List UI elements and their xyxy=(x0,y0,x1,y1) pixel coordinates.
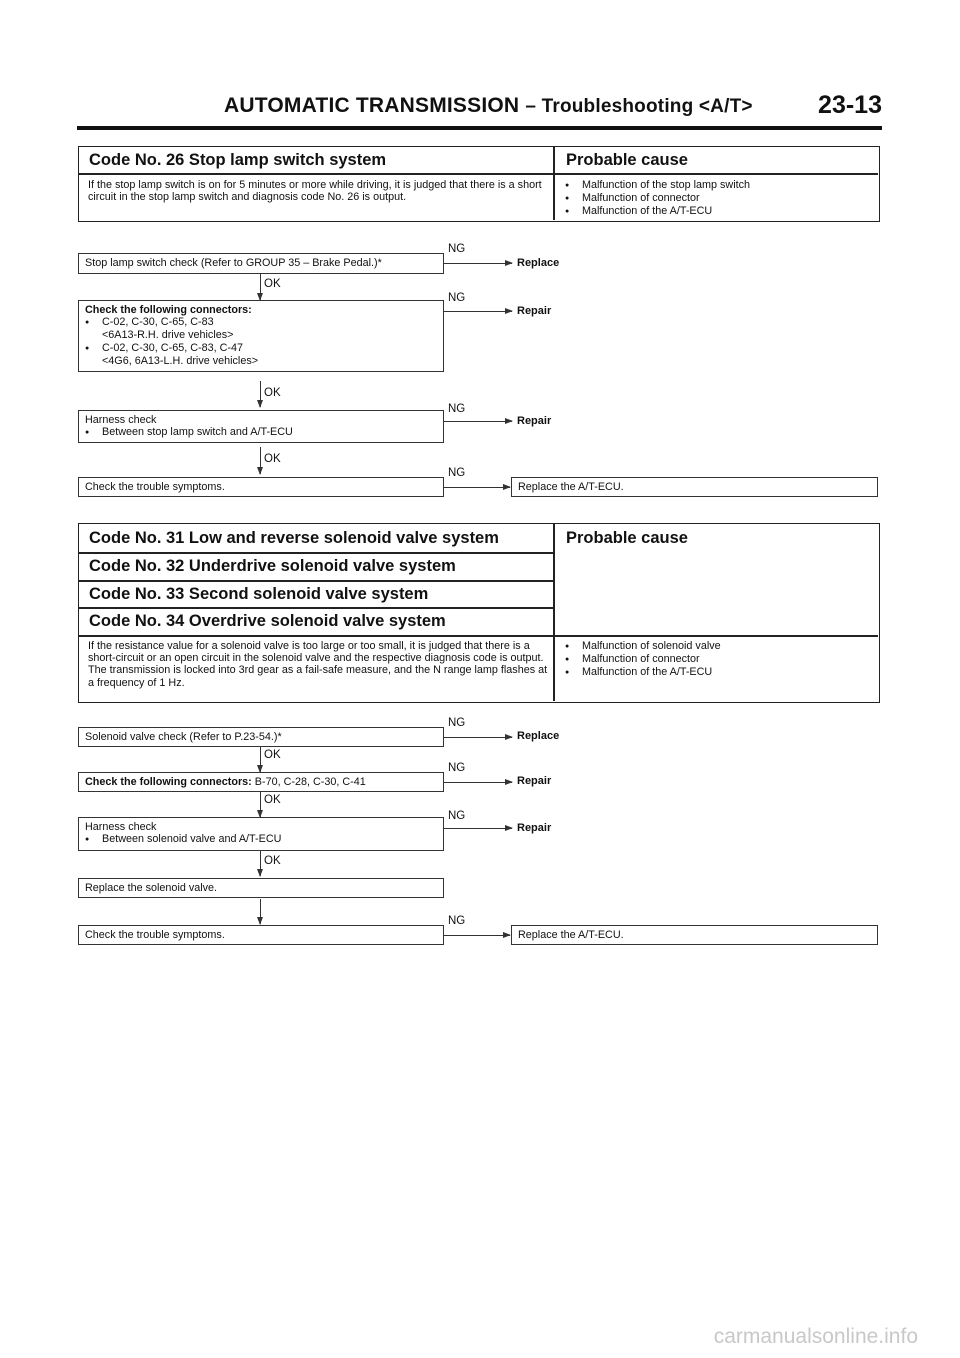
cause-item: ● Malfunction of connector xyxy=(565,653,865,666)
code-32-title: Code No. 32 Underdrive solenoid valve system xyxy=(89,557,456,575)
ng-label: NG xyxy=(448,762,466,774)
ng-label: NG xyxy=(448,467,466,479)
result-repair: Repair xyxy=(517,822,552,834)
flow1-step-connector-check: Check the following connectors: ● C-02, C-30, C-65, C-83 <6A13-R.H. drive vehicles> ● C-02, C-30, C-65, C-83, C-47 <4G6, 6A13-L.H. drive vehicles> xyxy=(78,300,444,372)
ok-label: OK xyxy=(264,278,281,290)
ng-arrow xyxy=(444,828,512,829)
flow1-step-harness-check: Harness check ● Between stop lamp switch and A/T-ECU xyxy=(78,410,444,443)
ng-label: NG xyxy=(448,292,466,304)
flow2-step-harness-check: Harness check ● Between solenoid valve and A/T-ECU xyxy=(78,817,444,851)
ng-label: NG xyxy=(448,810,466,822)
cause-item: ● Malfunction of the stop lamp switch xyxy=(565,179,865,192)
ok-label: OK xyxy=(264,453,281,465)
cause-item: ● Malfunction of connector xyxy=(565,192,865,205)
ok-arrow xyxy=(260,274,261,300)
ng-arrow xyxy=(444,487,510,488)
ok-arrow xyxy=(260,851,261,876)
flow1-step-check-symptoms: Check the trouble symptoms. xyxy=(78,477,444,497)
ng-arrow xyxy=(444,935,510,936)
code-34-title: Code No. 34 Overdrive solenoid valve system xyxy=(89,612,446,630)
flow1-step-stop-lamp-check: Stop lamp switch check (Refer to GROUP 35 – Brake Pedal.)* xyxy=(78,253,444,274)
ok-label: OK xyxy=(264,749,281,761)
ng-arrow xyxy=(444,782,512,783)
ng-label: NG xyxy=(448,403,466,415)
ok-arrow xyxy=(260,381,261,407)
code-26-cause-list xyxy=(565,179,865,219)
ok-label: OK xyxy=(264,387,281,399)
flow2-step-solenoid-check: Solenoid valve check (Refer to P.23-54.)* xyxy=(78,727,444,747)
header-rule xyxy=(77,126,882,130)
probable-cause-heading: Probable cause xyxy=(566,151,688,169)
code-26-description: If the stop lamp switch is on for 5 minutes or more while driving, it is judged that there is a short circuit in the stop lamp switch and diagnosis code No. 26 is output. xyxy=(88,179,542,204)
flow2-step-connector-check: Check the following connectors: B-70, C-28, C-30, C-41 xyxy=(78,772,444,792)
ok-arrow xyxy=(260,447,261,474)
cause-item: ● Malfunction of the A/T-ECU xyxy=(565,666,865,679)
ng-arrow xyxy=(444,311,512,312)
ng-label: NG xyxy=(448,915,466,927)
result-repair: Repair xyxy=(517,415,552,427)
page-title xyxy=(224,94,753,118)
section-subtitle: – Troubleshooting <A/T> xyxy=(525,96,753,117)
result-repair: Repair xyxy=(517,305,552,317)
code-26-table xyxy=(78,146,880,222)
watermark: carmanualsonline.info xyxy=(713,1325,918,1348)
flow1-result-replace-ecu: Replace the A/T-ECU. xyxy=(511,477,878,497)
ng-arrow xyxy=(444,421,512,422)
ng-arrow xyxy=(444,737,512,738)
cause-item: ● Malfunction of the A/T-ECU xyxy=(565,205,865,218)
probable-cause-heading: Probable cause xyxy=(566,529,688,547)
result-repair: Repair xyxy=(517,775,552,787)
cause-item: ● Malfunction of solenoid valve xyxy=(565,640,865,653)
ok-label: OK xyxy=(264,794,281,806)
result-replace: Replace xyxy=(517,730,560,742)
code-26-title: Code No. 26 Stop lamp switch system xyxy=(89,151,387,169)
ng-label: NG xyxy=(448,717,466,729)
section-title: AUTOMATIC TRANSMISSION xyxy=(224,94,520,117)
flow2-step-replace-solenoid: Replace the solenoid valve. xyxy=(78,878,444,898)
ng-label: NG xyxy=(448,243,466,255)
code-31-34-cause-list xyxy=(565,640,865,680)
ok-label: OK xyxy=(264,855,281,867)
result-replace: Replace xyxy=(517,257,560,269)
page-number: 23-13 xyxy=(818,91,882,119)
ok-arrow xyxy=(260,747,261,772)
ng-arrow xyxy=(444,263,512,264)
code-31-title: Code No. 31 Low and reverse solenoid valve system xyxy=(89,529,499,547)
ok-arrow xyxy=(260,792,261,817)
code-31-34-table xyxy=(78,523,880,703)
code-31-34-description: If the resistance value for a solenoid valve is too large or too small, it is judged that there is a short-circuit or an open circuit in the solenoid valve and the respective diagnosis code is output. The transmission is locked into 3rd gear as a fail-safe measure, and the N range lamp flashes at a frequency of 1 Hz. xyxy=(88,640,548,689)
code-33-title: Code No. 33 Second solenoid valve system xyxy=(89,585,429,603)
down-arrow xyxy=(260,899,261,924)
flow2-step-check-symptoms: Check the trouble symptoms. xyxy=(78,925,444,945)
flow2-result-replace-ecu: Replace the A/T-ECU. xyxy=(511,925,878,945)
